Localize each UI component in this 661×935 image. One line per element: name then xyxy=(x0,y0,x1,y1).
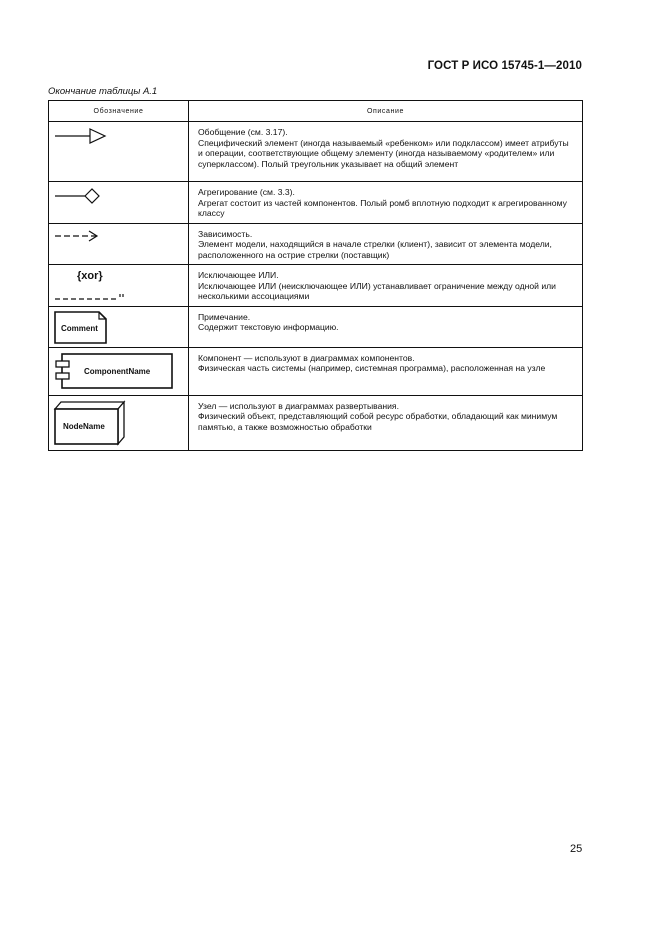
row-body: Специфический элемент (иногда называемый «ребенком» или подклассом) имеет атрибуты и операции, соответствующие общему элементу (иногда называемому «родителем» или суперклассом). Полый треугольник указывает на общий элемент xyxy=(198,137,569,169)
row-body: Содержит текстовую информацию. xyxy=(198,322,339,332)
row-title: Компонент — используют в диаграммах компонентов. xyxy=(198,352,415,363)
comment-note-icon xyxy=(49,307,188,346)
comment-label: Comment xyxy=(61,323,98,333)
column-header-symbol: Обозначение xyxy=(49,101,189,122)
page-number: 25 xyxy=(570,843,583,855)
column-header-description: Описание xyxy=(189,101,583,122)
table-row xyxy=(49,306,583,347)
row-title: Агрегирование (см. 3.3). xyxy=(198,187,295,197)
xor-constraint-icon xyxy=(49,265,188,304)
document-code: ГОСТ Р ИСО 15745-1—2010 xyxy=(427,60,582,72)
table-row xyxy=(49,265,583,307)
generalization-arrow-icon xyxy=(49,122,188,180)
row-body: Исключающее ИЛИ (неисключающее ИЛИ) устанавливает ограничение между одной или несколькими ассоциациями xyxy=(198,280,556,301)
component-label: ComponentName xyxy=(84,366,151,376)
row-body: Агрегат состоит из частей компонентов. Полый ромб вплотную подходит к агрегированному классу xyxy=(198,197,567,218)
row-title: Примечание. xyxy=(198,311,251,322)
dependency-arrow-icon xyxy=(49,224,188,263)
row-title: Зависимость. xyxy=(198,228,253,239)
notation-table xyxy=(48,100,583,451)
row-title: Исключающее ИЛИ. xyxy=(198,270,279,280)
table-row xyxy=(49,122,583,182)
table-row xyxy=(49,347,583,395)
node-cube-icon xyxy=(49,396,188,449)
table-row xyxy=(49,395,583,450)
row-title: Обобщение (см. 3.17). xyxy=(198,127,288,137)
xor-label: {xor} xyxy=(77,270,103,282)
row-body: Физический объект, представляющий собой ресурс обработки, обладающий как минимум памятью, а также возможностью обработки xyxy=(198,411,558,432)
table-header-row xyxy=(49,101,583,122)
row-title: Узел — используют в диаграммах развертывания. xyxy=(198,400,399,411)
table-caption: Окончание таблицы А.1 xyxy=(48,86,158,97)
row-body: Элемент модели, находящийся в начале стрелки (клиент), зависит от элемента модели, расположенного на острие стрелки (поставщик) xyxy=(198,239,552,260)
node-label: NodeName xyxy=(63,421,105,431)
table-row xyxy=(49,223,583,265)
aggregation-diamond-icon xyxy=(49,182,188,220)
row-body: Физическая часть системы (например, системная программа), расположенная на узле xyxy=(198,363,546,373)
table-row xyxy=(49,182,583,224)
component-icon xyxy=(49,348,188,394)
